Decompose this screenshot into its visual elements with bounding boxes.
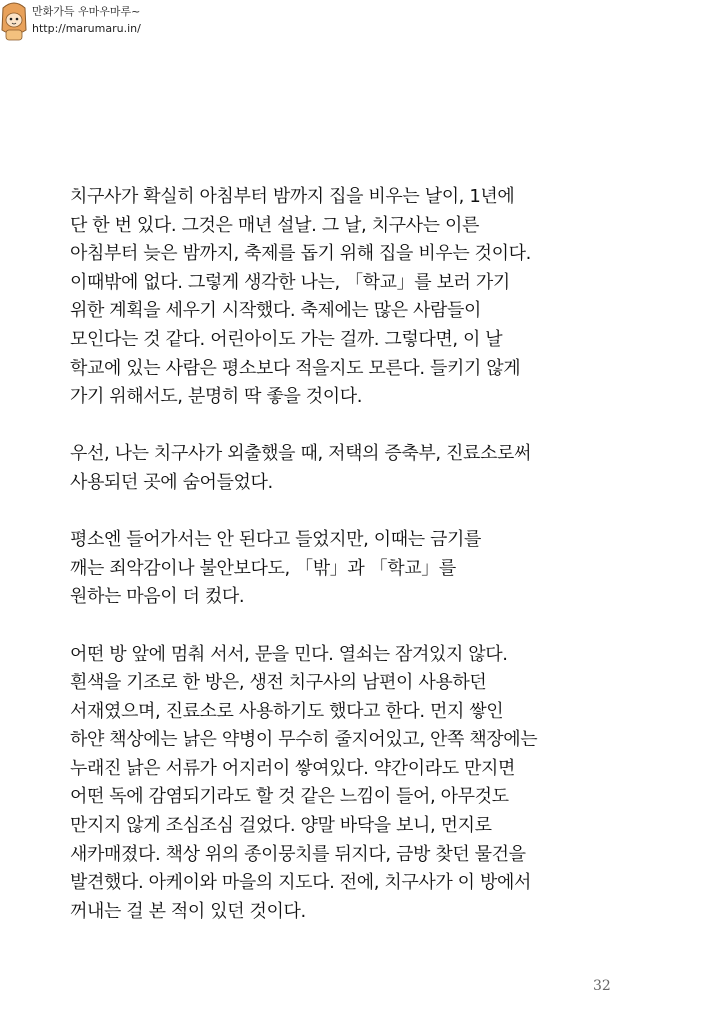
text-line: 사용되던 곳에 숨어들었다. xyxy=(70,471,273,493)
story-text xyxy=(70,183,690,955)
watermark-site-name: 만화가득 우마우마루~ xyxy=(32,5,141,18)
paragraph xyxy=(70,440,690,497)
text-line: 아침부터 늦은 밤까지, 축제를 돕기 위해 집을 비우는 것이다. xyxy=(70,243,531,265)
text-line: 깨는 죄악감이나 불안보다도, 「밖」과 「학교」를 xyxy=(70,557,456,579)
text-line: 새카매졌다. 책상 위의 종이뭉치를 뒤지다, 금방 찾던 물건을 xyxy=(70,843,526,865)
text-line: 모인다는 것 같다. 어린아이도 가는 걸까. 그렇다면, 이 날 xyxy=(70,328,503,350)
text-line: 누래진 낡은 서류가 어지러이 쌓여있다. 약간이라도 만지면 xyxy=(70,757,515,779)
paragraph xyxy=(70,183,690,412)
watermark xyxy=(0,0,200,48)
text-line: 위한 계획을 세우기 시작했다. 축제에는 많은 사람들이 xyxy=(70,300,481,322)
paragraph xyxy=(70,641,690,927)
watermark-url: http://marumaru.in/ xyxy=(32,22,141,35)
text-line: 어떤 방 앞에 멈춰 서서, 문을 민다. 열쇠는 잠겨있지 않다. xyxy=(70,643,508,665)
text-line: 가기 위해서도, 분명히 딱 좋을 것이다. xyxy=(70,386,363,408)
text-line: 꺼내는 걸 본 적이 있던 것이다. xyxy=(70,900,306,922)
page-number: 32 xyxy=(593,978,611,994)
text-line: 흰색을 기조로 한 방은, 생전 치구사의 남편이 사용하던 xyxy=(70,672,487,694)
text-line: 우선, 나는 치구사가 외출했을 때, 저택의 증축부, 진료소로써 xyxy=(70,443,531,465)
text-line: 서재였으며, 진료소로 사용하기도 했다고 한다. 먼지 쌓인 xyxy=(70,700,504,722)
text-line: 하얀 책상에는 낡은 약병이 무수히 줄지어있고, 안쪽 책장에는 xyxy=(70,729,538,751)
text-line: 만지지 않게 조심조심 걸었다. 양말 바닥을 보니, 먼지로 xyxy=(70,815,492,837)
text-line: 치구사가 확실히 아침부터 밤까지 집을 비우는 날이, 1년에 xyxy=(70,186,515,207)
text-line: 발견했다. 아케이와 마을의 지도다. 전에, 치구사가 이 방에서 xyxy=(70,872,531,894)
character-logo-icon xyxy=(0,0,28,42)
text-line: 원하는 마음이 더 컸다. xyxy=(70,586,245,608)
text-line: 평소엔 들어가서는 안 된다고 들었지만, 이때는 금기를 xyxy=(70,529,481,551)
text-line: 단 한 번 있다. 그것은 매년 설날. 그 날, 치구사는 이른 xyxy=(70,214,479,236)
text-line: 학교에 있는 사람은 평소보다 적을지도 모른다. 들키기 않게 xyxy=(70,357,521,379)
text-line: 어떤 독에 감염되기라도 할 것 같은 느낌이 들어, 아무것도 xyxy=(70,786,509,808)
text-line: 이때밖에 없다. 그렇게 생각한 나는, 「학교」를 보러 가기 xyxy=(70,271,510,293)
paragraph xyxy=(70,526,690,612)
watermark-text xyxy=(32,3,141,37)
